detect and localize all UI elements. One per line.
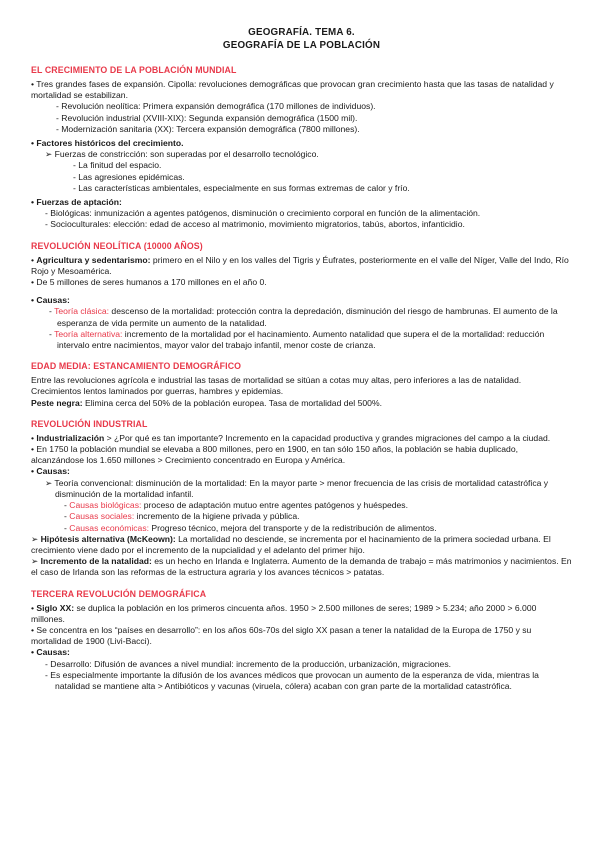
term: Causas económicas: (69, 522, 150, 533)
term: Causas biológicas: (69, 500, 142, 511)
term: Hipótesis alternativa (McKeown): (40, 533, 176, 544)
list-label: • Fuerzas de aptación: (31, 197, 122, 208)
section-heading: EDAD MEDIA: ESTANCAMIENTO DEMOGRÁFICO (31, 361, 242, 372)
section-third-demographic-revolution (31, 588, 572, 693)
list-item: - Teoría alternativa: incremento de la mortalidad por el hacinamiento. Aumento natalidad que supera el de la mortalidad: reducción intervalo entre nacimientos, mayor valor del trabajo infantil, menor coste de crianza. (49, 328, 545, 351)
section-heading: TERCERA REVOLUCIÓN DEMOGRÁFICA (31, 588, 207, 599)
list-item: - Revolución industrial (XVIII-XIX): Segunda expansión demográfica (1500 mil). (56, 112, 358, 123)
term: Industrialización (36, 432, 105, 443)
paragraph: • En 1750 la población mundial se elevaba a 800 millones, pero en 1900, en tan sólo 150 años, la población se habia duplicado, alcanzándose los 1.650 millones > Crecimiento concentrado en Europa y América. (31, 444, 518, 466)
list-label: • Causas: (31, 647, 70, 658)
term: Peste negra: (31, 397, 83, 408)
paragraph: • De 5 millones de seres humanos a 170 millones en el año 0. (31, 277, 267, 288)
list-item: - Biológicas: inmunización a agentes patógenos, disminución o crecimiento corporal en función de la alimentación. (45, 208, 481, 219)
paragraph: • Agricultura y sedentarismo: primero en el Nilo y en los valles del Tigris y Éufrates, posteriormente en el valle del Níger, Valle del Indo, Río Rojo y Mesoamérica. (31, 254, 569, 276)
list-item: - Desarrollo: Difusión de avances a nivel mundial: incremento de la producción, urbanización, migraciones. (45, 658, 452, 669)
paragraph: • Tres grandes fases de expansión. Cipolla: revoluciones demográficas que provocan gran crecimiento hasta que las tasas de natalidad y mortalidad se estabilizan. (31, 79, 554, 101)
document-title (31, 27, 572, 52)
section-neolithic-revolution (31, 240, 572, 352)
list-item: - La finitud del espacio. (73, 160, 162, 171)
section-heading: REVOLUCIÓN INDUSTRIAL (31, 418, 148, 429)
section-heading: REVOLUCIÓN NEOLÍTICA (10000 AÑOS) (31, 240, 203, 251)
list-item: - Causas biológicas: proceso de adaptación mutuo entre agentes patógenos y huéspedes. (64, 500, 408, 511)
list-item: - Es especialmente importante la difusión de los avances médicos que provocan un aumento de la esperanza de vida, mientras la natalidad se mantiene alta > Antibióticos y vacunas (viruela, cólera) acaban con gran parte de la mortalidad catastrófica. (45, 669, 539, 691)
term: Agricultura y sedentarismo: (36, 254, 151, 265)
list-item: - Las agresiones epidémicas. (73, 171, 185, 182)
term: Causas sociales: (69, 511, 135, 522)
list-item: - Las características ambientales, especialmente en sus formas extremas de calor y frío. (73, 182, 410, 193)
section-heading: EL CRECIMIENTO DE LA POBLACIÓN MUNDIAL (31, 65, 237, 75)
paragraph: • Siglo XX: se duplica la población en los primeros cincuenta años. 1950 > 2.500 millones de seres; 1989 > 5.234; año 2000 > 6.000 millones. (31, 602, 537, 624)
list-item: - Causas económicas: Progreso técnico, mejora del transporte y de la redistribución de alimentos. (64, 522, 437, 533)
paragraph: • Se concentra en los “países en desarrollo”: en los años 60s-70s del siglo XX pasan a tener la natalidad de la Europa de 1750 y su mortalidad de 1900 (Livi-Bacci). (31, 624, 532, 647)
term: Incremento de la natalidad: (40, 556, 152, 567)
paragraph: • Industrialización > ¿Por qué es tan importante? Incremento en la capacidad productiva y grandes migraciones del campo a la ciudad. (31, 432, 551, 443)
paragraph: ➢ Hipótesis alternativa (McKeown): La mortalidad no desciende, se incrementa por el hacinamiento de la primera sociedad urbana. El crecimiento viene dado por el incremento de la nupcialidad y el adelanto del primer hijo. (31, 533, 551, 555)
list-label: • Causas: (31, 466, 70, 477)
list-item: - Socioculturales: elección: edad de acceso al matrimonio, movimiento migratorios, tabús, abortos, infanticidio. (45, 219, 465, 230)
list-item: ➢ Teoría convencional: disminución de la mortalidad: En la mayor parte > menor frecuencia de las crisis de mortalidad catastrófica y disminución de la mortalidad infantil. (45, 477, 549, 499)
term: Teoría alternativa: (54, 328, 123, 339)
list-item: - Revolución neolítica: Primera expansión demográfica (170 millones de individuos). (56, 101, 376, 112)
list-item: - Teoría clásica: descenso de la mortalidad: protección contra la depredación, disminución del riesgo de hambrunas. El aumento de la esperanza de vida permite un aumento de la natalidad. (49, 306, 558, 328)
title-line-2: GEOGRAFÍA DE LA POBLACIÓN (222, 39, 381, 51)
list-item: - Causas sociales: incremento de la higiene privada y pública. (64, 511, 300, 522)
list-item: ➢ Fuerzas de constricción: son superadas por el desarrollo tecnológico. (45, 149, 319, 160)
paragraph: ➢ Incremento de la natalidad: es un hecho en Irlanda e Inglaterra. Aumento de la demanda de trabajo = más matrimonios y nacimientos. En el caso de Irlanda son las reformas de la estructura agraria y los avances técnicos > patatas. (31, 556, 572, 578)
term: Teoría clásica: (54, 306, 110, 317)
list-item: - Modernización sanitaria (XX): Tercera expansión demográfica (7800 millones). (56, 123, 360, 134)
paragraph: Peste negra: Elimina cerca del 50% de la población europea. Tasa de mortalidad del 500%. (31, 397, 382, 408)
title-line-1: GEOGRAFÍA. TEMA 6. (248, 27, 355, 38)
paragraph: Entre las revoluciones agrícola e industrial las tasas de mortalidad se sitúan a cotas muy altas, pero inferiores a las de natalidad. Crecimientos lentos laminados por guerras, hambres y epidemias. (31, 375, 522, 397)
section-middle-ages (31, 360, 572, 409)
term: Siglo XX: (36, 602, 75, 613)
list-label: • Causas: (31, 295, 70, 306)
list-label: • Factores históricos del crecimiento. (31, 138, 184, 149)
section-world-population-growth (31, 64, 572, 231)
section-industrial-revolution (31, 418, 572, 579)
